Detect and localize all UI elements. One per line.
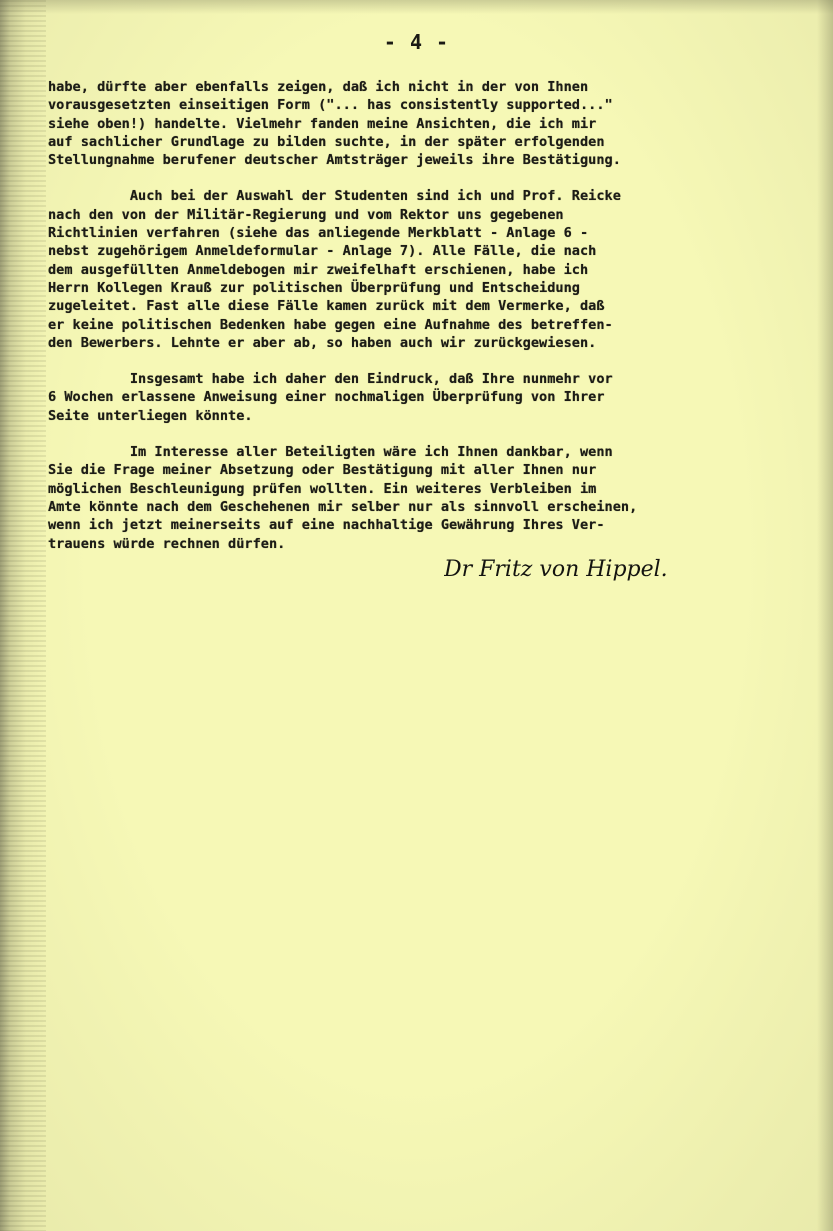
scan-edge-top [0,0,833,14]
text-line: Herrn Kollegen Krauß zur politischen Überprüfung und Entscheidung [48,279,580,296]
paragraph-gap [48,425,833,443]
text-line: Richtlinien verfahren (siehe das anliegende Merkblatt - Anlage 6 - [48,225,589,242]
text-line: möglichen Beschleunigung prüfen wollten. Ein weiteres Verbleiben im [48,480,597,497]
text-line: Stellungnahme berufener deutscher Amtsträger jeweils ihre Bestätigung. [48,152,621,169]
text-line: zugeleitet. Fast alle diese Fälle kamen zurück mit dem Vermerke, daß [48,298,605,315]
text-line: trauens würde rechnen dürfen. [48,535,286,552]
paragraph-gap [48,352,833,370]
text-line: Insgesamt habe ich daher den Eindruck, daß Ihre nunmehr vor [48,371,613,388]
paragraph-1 [48,78,833,169]
paragraph-4 [48,443,833,553]
text-line: habe, dürfte aber ebenfalls zeigen, daß ich nicht in der von Ihnen [48,79,589,95]
paragraph-gap [48,169,833,187]
text-line: siehe oben!) handelte. Vielmehr fanden meine Ansichten, die ich mir [48,115,597,132]
handwritten-signature [444,548,704,590]
text-line: vorausgesetzten einseitigen Form ("... has consistently supported..." [48,97,613,114]
text-line: er keine politischen Bedenken habe gegen eine Aufnahme des betreffen- [48,316,613,333]
text-line: Im Interesse aller Beteiligten wäre ich Ihnen dankbar, wenn [48,444,613,461]
page-number: - 4 - [383,30,450,54]
scan-edge-left [0,0,46,1231]
text-line: wenn ich jetzt meinerseits auf eine nachhaltige Gewährung Ihres Ver- [48,517,605,534]
signature-text: Dr Fritz von Hippel. [444,557,668,582]
text-line: Seite unterliegen könnte. [48,407,253,424]
text-line: dem ausgefüllten Anmeldebogen mir zweifelhaft erschienen, habe ich [48,261,589,278]
text-line: auf sachlicher Grundlage zu bilden suchte, in der später erfolgenden [48,133,605,150]
paragraph-2 [48,187,833,352]
text-line: den Bewerbers. Lehnte er aber ab, so haben auch wir zurückgewiesen. [48,334,597,351]
text-line: nach den von der Militär-Regierung und vom Rektor uns gegebenen [48,206,564,223]
letter-body [48,78,833,553]
paragraph-3 [48,370,833,425]
text-line: Auch bei der Auswahl der Studenten sind ich und Prof. Reicke [48,188,621,205]
text-line: Amte könnte nach dem Geschehenen mir selber nur als sinnvoll erscheinen, [48,498,638,515]
text-line: nebst zugehörigem Anmeldeformular - Anlage 7). Alle Fälle, die nach [48,243,597,260]
text-line: 6 Wochen erlassene Anweisung einer nochmaligen Überprüfung von Ihrer [48,389,605,406]
text-line: Sie die Frage meiner Absetzung oder Bestätigung mit aller Ihnen nur [48,462,597,479]
